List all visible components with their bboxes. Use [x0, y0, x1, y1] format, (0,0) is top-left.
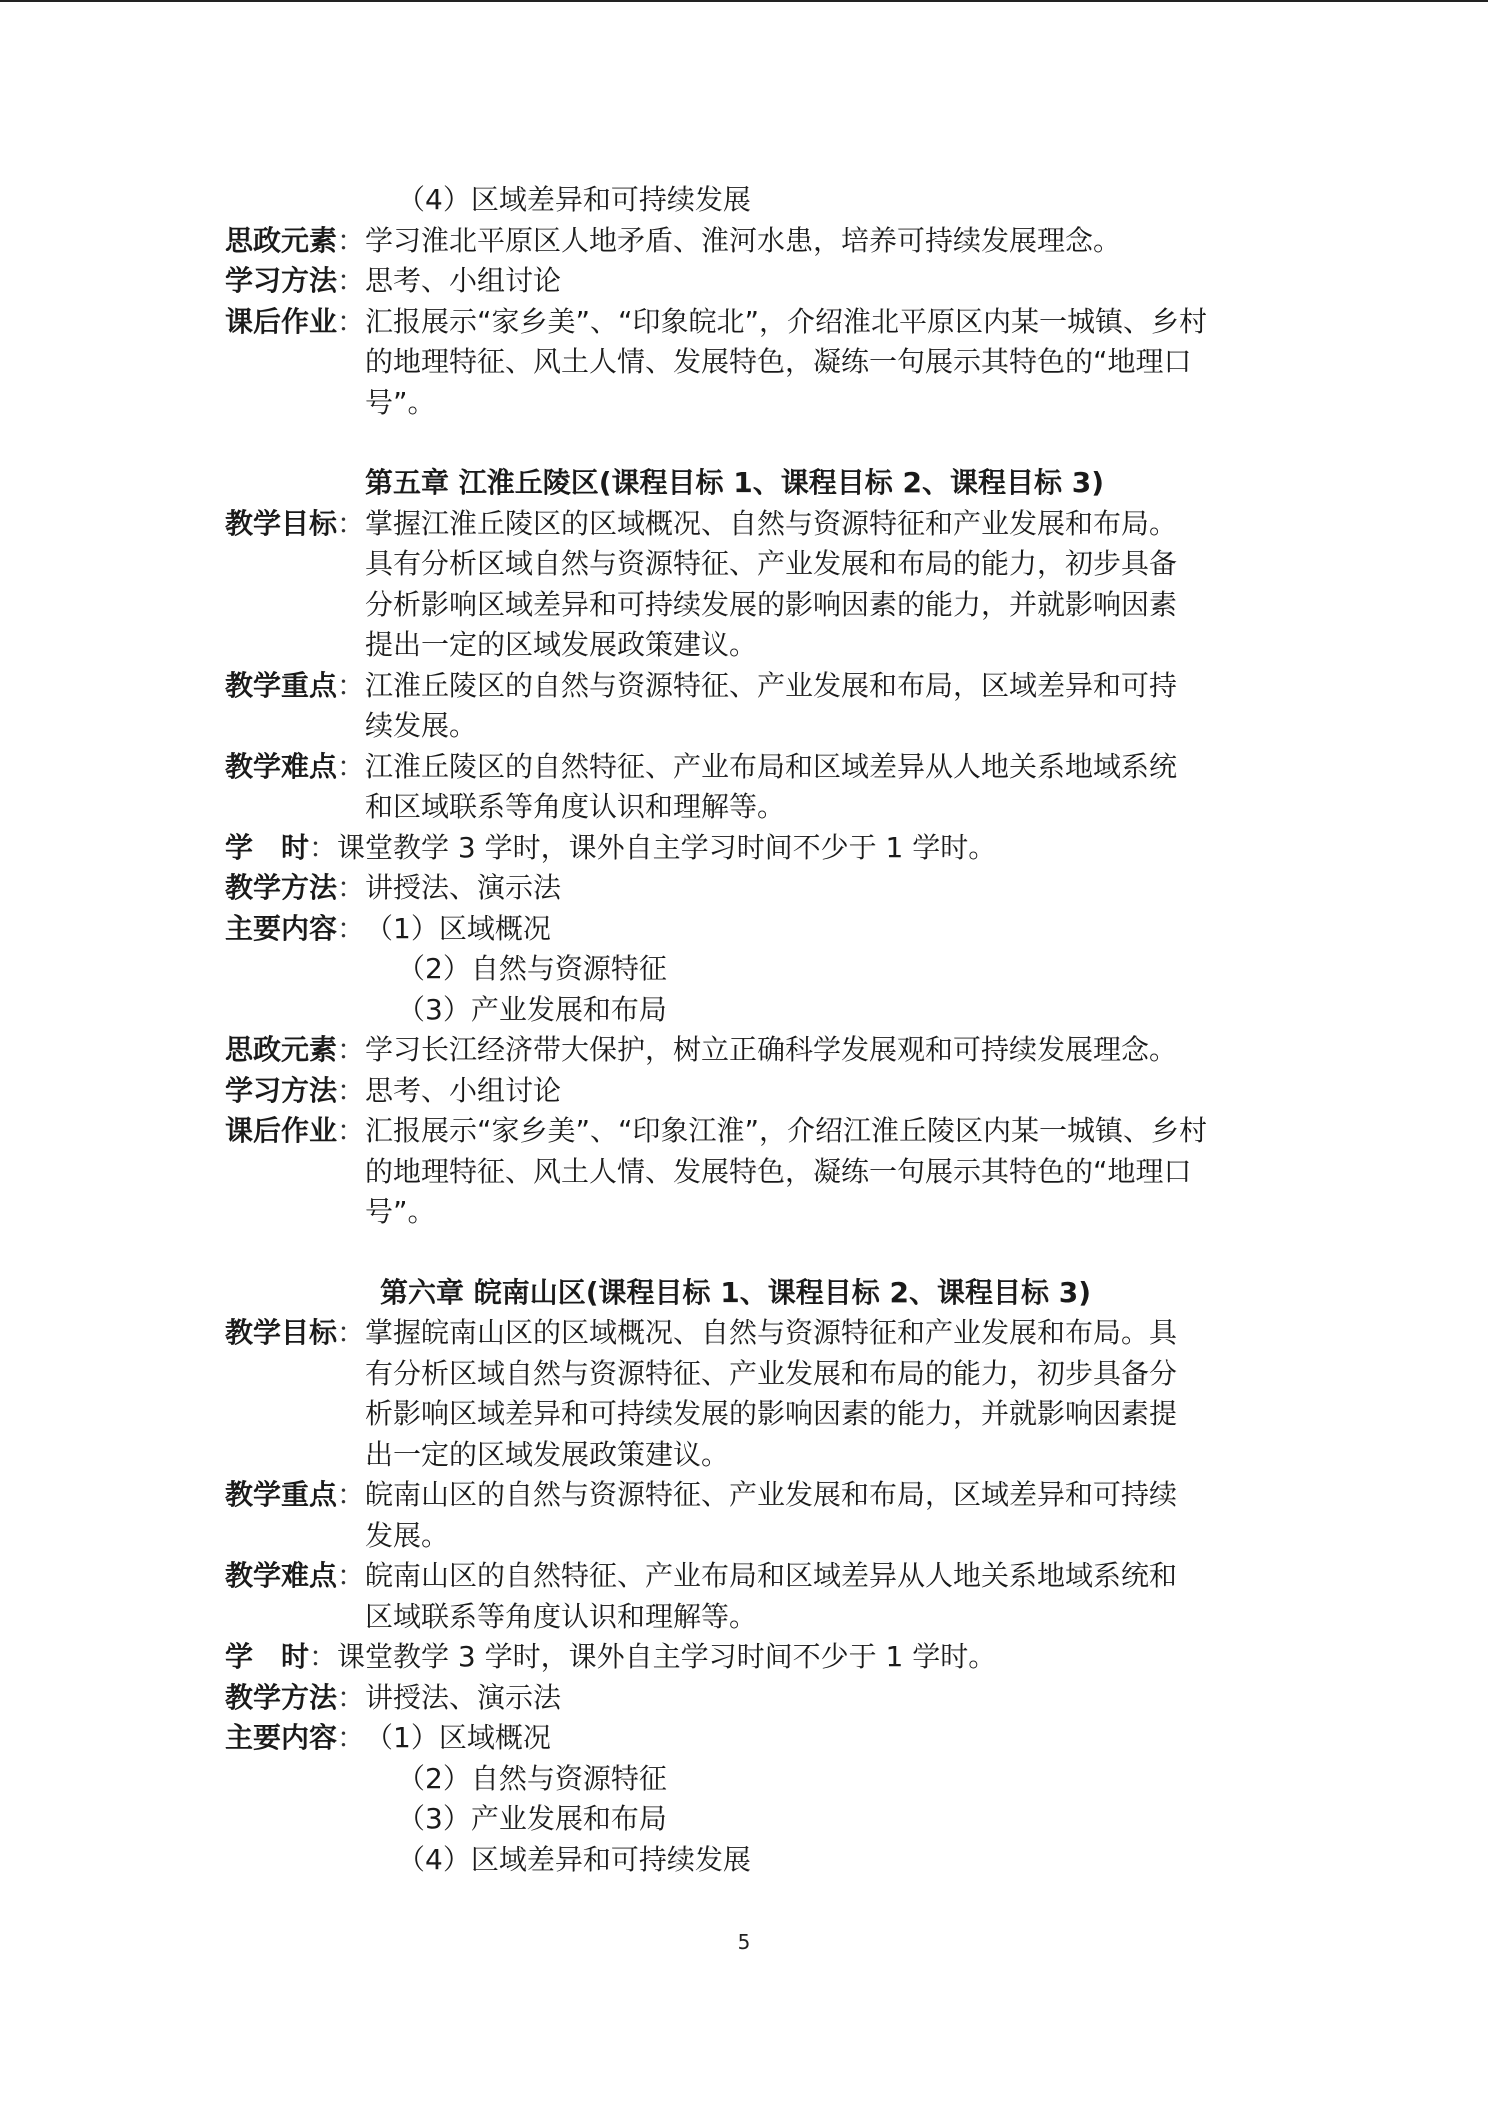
field-label: 教学方法: [225, 1680, 338, 1714]
label-colon: ：: [309, 830, 338, 864]
field-label: 课后作业: [225, 304, 338, 338]
label-colon: ：: [337, 304, 366, 338]
label-colon: ：: [337, 871, 366, 904]
label-colon: ：: [337, 1033, 366, 1066]
label-colon: ：: [337, 1073, 366, 1107]
main-content-row: [225, 1718, 1265, 1759]
ideology-element-row: [225, 221, 1265, 262]
teaching-focus-row: [225, 1475, 1265, 1556]
field-label: 教学重点: [225, 1478, 338, 1511]
content-item-4: （4）区域差异和可持续发展: [397, 183, 751, 216]
field-label: 教学目标: [225, 506, 338, 540]
text-line: 发展。: [365, 1518, 450, 1552]
teaching-difficulty-row: [225, 1556, 1265, 1637]
text-line: 具有分析区域自然与资源特征、产业发展和布局的能力，初步具备: [365, 547, 1178, 580]
field-label: 课后作业: [225, 1114, 338, 1147]
field-text: （1）区域概况: [365, 911, 551, 945]
field-text: 学习长江经济带大保护，树立正确科学发展观和可持续发展理念。: [365, 1033, 1178, 1066]
learning-method-row: [225, 261, 1265, 302]
field-label: 教学重点: [225, 668, 338, 702]
teaching-focus-row: [225, 666, 1265, 747]
text-line: 汇报展示“家乡美”、“印象皖北”，介绍淮北平原区内某一城镇、乡村: [365, 304, 1208, 338]
field-text: [365, 747, 1265, 828]
field-label: 教学难点: [225, 1559, 338, 1592]
field-text: 思考、小组讨论: [365, 1073, 562, 1107]
label-colon: ：: [337, 1559, 366, 1592]
text-line: 续发展。: [365, 709, 478, 742]
label-colon: ：: [309, 1640, 338, 1673]
teaching-method-row: [225, 1678, 1265, 1719]
text-line: 析影响区域差异和可持续发展的影响因素的能力，并就影响因素提: [365, 1397, 1178, 1430]
text-line: 皖南山区的自然特征、产业布局和区域差异从人地关系地域系统和: [365, 1559, 1178, 1592]
field-label: 思政元素: [225, 223, 338, 257]
field-text: [365, 302, 1265, 424]
label-colon: ：: [337, 911, 366, 945]
field-label: 教学难点: [225, 749, 338, 783]
content-item: （2）自然与资源特征: [397, 1761, 667, 1795]
content-item: （3）产业发展和布局: [397, 992, 667, 1026]
field-text: 学习淮北平原区人地矛盾、淮河水患，培养可持续发展理念。: [365, 223, 1122, 257]
text-line: 江淮丘陵区的自然与资源特征、产业发展和布局，区域差异和可持: [365, 668, 1178, 702]
field-label: 学 时: [225, 830, 310, 864]
content-item: （4）区域差异和可持续发展: [397, 1842, 751, 1876]
text-line: 掌握皖南山区的区域概况、自然与资源特征和产业发展和布局。具: [365, 1316, 1178, 1349]
text-line: 的地理特征、风土人情、发展特色，凝练一句展示其特色的“地理口: [365, 1154, 1192, 1188]
class-hours-row: [225, 1637, 1265, 1678]
class-hours-row: [225, 828, 1265, 869]
label-colon: ：: [337, 749, 366, 783]
label-colon: ：: [337, 506, 366, 540]
content-item: （2）自然与资源特征: [397, 952, 667, 985]
label-colon: ：: [337, 1316, 366, 1349]
field-text: 讲授法、演示法: [365, 871, 562, 904]
section-gap: [225, 1233, 1265, 1273]
chapter-5-title: 第五章 江淮丘陵区(课程目标 1、课程目标 2、课程目标 3): [365, 466, 1105, 499]
chapter-6-title: 第六章 皖南山区(课程目标 1、课程目标 2、课程目标 3): [380, 1275, 1092, 1309]
text-line: 有分析区域自然与资源特征、产业发展和布局的能力，初步具备分: [365, 1356, 1178, 1390]
field-label: 主要内容: [225, 911, 338, 945]
field-label: 教学方法: [225, 871, 338, 904]
ideology-element-row: [225, 1030, 1265, 1071]
field-text: [365, 1111, 1265, 1233]
content-item: （3）产业发展和布局: [397, 1802, 667, 1835]
text-line: 和区域联系等角度认识和理解等。: [365, 790, 786, 823]
text-line: 汇报展示“家乡美”、“印象江淮”，介绍江淮丘陵区内某一城镇、乡村: [365, 1114, 1208, 1147]
field-text: [365, 1313, 1265, 1475]
section-gap: [225, 423, 1265, 463]
field-text: [365, 504, 1265, 666]
text-line: 江淮丘陵区的自然特征、产业布局和区域差异从人地关系地域系统: [365, 749, 1178, 783]
field-text: [365, 1556, 1265, 1637]
main-content-row: [225, 909, 1265, 950]
label-colon: ：: [337, 223, 366, 257]
label-colon: ：: [337, 1114, 366, 1147]
text-line: 出一定的区域发展政策建议。: [365, 1437, 730, 1471]
homework-row: [225, 1111, 1265, 1233]
teaching-method-row: [225, 868, 1265, 909]
text-line: 皖南山区的自然与资源特征、产业发展和布局，区域差异和可持续: [365, 1478, 1178, 1511]
field-text: [365, 1475, 1265, 1556]
field-text: 课堂教学 3 学时，课外自主学习时间不少于 1 学时。: [337, 830, 997, 864]
teaching-goal-row: [225, 1313, 1265, 1475]
text-line: 掌握江淮丘陵区的区域概况、自然与资源特征和产业发展和布局。: [365, 506, 1178, 540]
field-text: （1）区域概况: [365, 1721, 551, 1754]
field-text: 讲授法、演示法: [365, 1680, 562, 1714]
field-text: 课堂教学 3 学时，课外自主学习时间不少于 1 学时。: [337, 1640, 997, 1673]
teaching-difficulty-row: [225, 747, 1265, 828]
text-line: 号”。: [365, 385, 436, 419]
page-content: [225, 180, 1265, 1880]
label-colon: ：: [337, 1721, 366, 1754]
field-label: 学习方法: [225, 1073, 338, 1107]
field-label: 学 时: [225, 1640, 310, 1673]
text-line: 区域联系等角度认识和理解等。: [365, 1599, 758, 1633]
text-line: 提出一定的区域发展政策建议。: [365, 628, 758, 661]
field-label: 思政元素: [225, 1033, 338, 1066]
label-colon: ：: [337, 1680, 366, 1714]
label-colon: ：: [337, 1478, 366, 1511]
field-label: 学习方法: [225, 264, 338, 297]
learning-method-row: [225, 1071, 1265, 1112]
text-line: 分析影响区域差异和可持续发展的影响因素的能力，并就影响因素: [365, 587, 1178, 621]
page-number: 5: [737, 1930, 751, 1954]
field-text: [365, 666, 1265, 747]
homework-row: [225, 302, 1265, 424]
text-line: 号”。: [365, 1195, 436, 1228]
field-text: 思考、小组讨论: [365, 264, 562, 297]
field-label: 教学目标: [225, 1316, 338, 1349]
teaching-goal-row: [225, 504, 1265, 666]
label-colon: ：: [337, 668, 366, 702]
text-line: 的地理特征、风土人情、发展特色，凝练一句展示其特色的“地理口: [365, 345, 1192, 378]
field-label: 主要内容: [225, 1721, 338, 1754]
label-colon: ：: [337, 264, 366, 297]
